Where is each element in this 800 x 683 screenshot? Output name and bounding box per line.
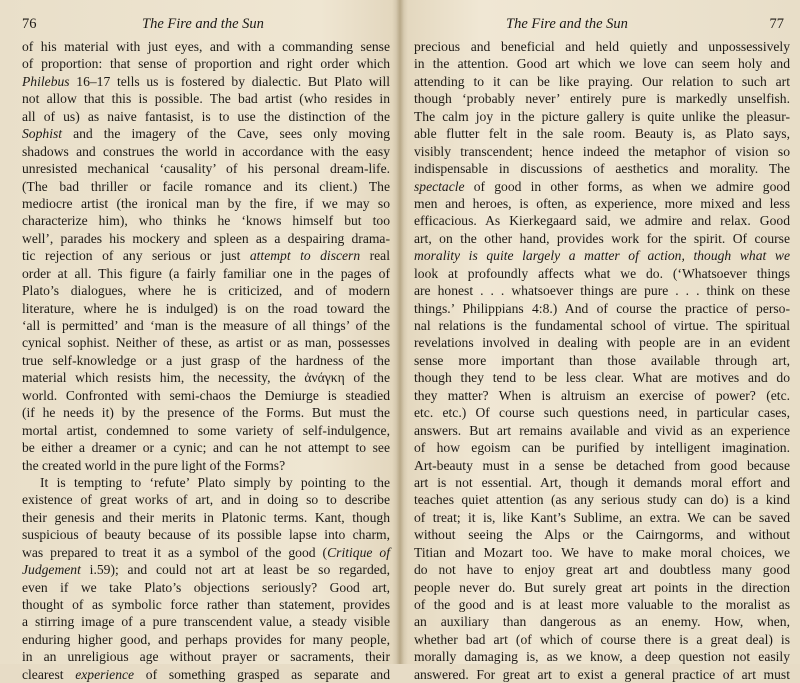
left-page	[0, 0, 400, 682]
text-line: be either a dreamer or a cynic; and can he not attempt to see	[22, 440, 390, 456]
text-line: Titian and Mozart too. We have to make moral choices, we	[414, 544, 790, 560]
text-line: Plato’s dialogues, where he is criticized, and of modern	[22, 283, 390, 299]
text-line: Art-beauty must in a sense be detached from good because	[414, 457, 790, 473]
text-line: suspicious of beauty because of its possible lapse into charm,	[22, 527, 390, 543]
text-line: of the good and is at least more valuable to the moralist as	[414, 597, 790, 612]
right-page	[400, 0, 800, 682]
text-line: people never do. But surely great art points in the direction	[414, 579, 790, 595]
text-line: (if he needs it) by the presence of the Forms. But must the	[22, 405, 390, 421]
text-line: was prepared to treat it as a symbol of the good (Critique of	[22, 544, 390, 560]
text-line: in an unreligious age without prayer or sacraments, their	[22, 649, 390, 665]
left-running-head	[22, 16, 390, 38]
text-line: material which resists him, the necessity, the ἀνάγκη of the	[22, 370, 390, 386]
text-line: of treat; it is, like Kant’s Sublime, an extra. We can be saved	[414, 509, 790, 525]
text-line: answered. For great art to exist a general practice of art must	[414, 666, 790, 682]
left-running-title: The Fire and the Sun	[142, 16, 264, 32]
text-line: though they tend to be less clear. What are motives and do	[414, 370, 790, 386]
text-line: all of us) as naive fantasist, is to use the distinction of the	[22, 108, 390, 124]
text-line: well’, parades his mockery and spleen as a despairing drama-	[22, 230, 390, 246]
text-line: tic rejection of any serious or just attempt to discern real	[22, 248, 390, 264]
text-line: precious and beneficial and held quietly and unpossessively	[414, 39, 790, 54]
text-line: etc. etc.) Of course such questions need, in particular cases,	[414, 405, 790, 421]
text-line: whether bad art (of which of course there is a great deal) is	[414, 631, 790, 647]
text-line: cynical sophist. Neither of these, as artist or as man, possesses	[22, 335, 390, 351]
text-line: Sophist and the imagery of the Cave, sees only moving	[22, 126, 390, 142]
text-line: The calm joy in the picture gallery is quite unlike the pleasur-	[414, 108, 790, 124]
right-page-text	[414, 38, 790, 683]
text-line: existence of great works of art, and in doing so to describe	[22, 492, 390, 508]
text-line: of his material with just eyes, and with a commanding sense	[22, 39, 390, 54]
text-line: are honest . . . whatsoever things are pure . . . think on these	[414, 283, 790, 299]
text-line: unresisted mechanical ‘causality’ of his personal dream-life.	[22, 161, 390, 177]
text-line: mediocre artist (the ironical man by the fire, if we may so	[22, 195, 390, 211]
text-line: spectacle of good in other forms, as when we admire good	[414, 178, 790, 194]
right-page-number: 77	[769, 16, 784, 32]
text-line: clearest experience of something grasped as separate and	[22, 666, 391, 682]
text-line: thought of as symbolic force rather than statement, provides	[22, 597, 390, 612]
text-line: of proportion: that sense of proportion and right order which	[22, 56, 390, 72]
text-line: an auxiliary than dangerous as an enemy. How, when,	[414, 614, 790, 630]
left-page-text	[22, 38, 390, 683]
text-line: attending to it can be like praying. Our relation to such art	[414, 73, 790, 89]
text-line: the created world in the pure light of the Forms?	[22, 457, 286, 473]
text-line: look at profoundly affects what we do. (‘Whatsoever things	[414, 265, 790, 281]
text-line: teaches quiet attention (as any serious study can do) is a kind	[414, 492, 790, 508]
left-page-number: 76	[22, 16, 37, 32]
text-line: do not have to enjoy great art and doubtless many good	[414, 562, 790, 578]
text-line: answers. But art remains available and vivid as an experience	[414, 422, 790, 438]
text-line: able flutter felt in the sale room. Beauty is, as Plato says,	[414, 126, 790, 142]
text-line: without seeing the Alps or the Cairngorms, and without	[414, 527, 790, 543]
text-line: things.’ Philippians 4:8.) And of course the practice of perso-	[414, 300, 790, 316]
text-line: sense more important than those available through art,	[414, 352, 790, 368]
text-line: nal relations is the fundamental school of virtue. The spiritual	[414, 318, 790, 333]
text-line: (The bad thriller or facile romance and its client.) The	[22, 178, 390, 194]
right-running-title: The Fire and the Sun	[506, 16, 628, 32]
text-line: characterize him), who thinks he ‘knows himself but too	[22, 213, 390, 229]
text-line: order at all. This figure (a fairly familiar one in the pages of	[22, 265, 390, 281]
text-line: visibly transcendent; hence indeed the metaphor of vision so	[414, 143, 790, 159]
text-line: Philebus 16–17 tells us is fostered by dialectic. But Plato will	[22, 73, 390, 89]
text-line: not allow that this is possible. The bad artist (who resides in	[22, 91, 390, 107]
text-line: of how egoism can be purified by intelligent imagination.	[414, 440, 790, 456]
text-line: ‘all is permitted’ and ‘man is the measure of all things’ of the	[22, 318, 390, 333]
right-running-head	[414, 16, 790, 38]
text-line: though ‘probably never’ entirely pure is markedly unselfish.	[414, 91, 790, 107]
text-line: revelations involved in dealing with people are in an evident	[414, 335, 790, 351]
text-line: indispensable in discussions of aesthetics and morality. The	[414, 161, 790, 177]
text-line: morality is quite largely a matter of action, though what we	[414, 248, 790, 264]
text-line: enduring higher good, and perhaps provides for many people,	[22, 631, 390, 647]
text-line: It is tempting to ‘refute’ Plato simply by pointing to the	[40, 474, 390, 490]
text-line: mortal artist, condemned to some variety of self-indulgence,	[22, 422, 390, 438]
text-line: in the attention. Good art which we love can seem holy and	[414, 56, 790, 72]
text-line: art is not essential. Art, though it demands moral effort and	[414, 474, 790, 490]
text-line: art, on the other hand, provides work for the spirit. Of course	[414, 230, 790, 246]
text-line: literature, where he is indulged) is on the road toward the	[22, 300, 390, 316]
text-line: shadows and construes the world in accordance with the easy	[22, 143, 390, 159]
text-line: efficacious. As Kierkegaard said, we admire and relax. Good	[414, 213, 790, 229]
text-line: Judgement i.59); and could not art at least be so regarded,	[22, 562, 390, 578]
text-line: men and heroes, is often, as experience, more mixed and less	[414, 195, 790, 211]
text-line: their genesis and their merits in Platonic terms. Kant, though	[22, 509, 390, 525]
text-line: world. Confronted with semi-chaos the Demiurge is steadied	[22, 387, 390, 403]
text-line: true self-knowledge or a just grasp of the hardness of the	[22, 352, 390, 368]
text-line: a stirring image of a pure transcendent value, a steady visible	[22, 614, 390, 630]
text-line: even if we take Plato’s objections seriously? Good art,	[22, 579, 390, 595]
text-line: morally damaging is, as we know, a deep question not easily	[414, 649, 790, 665]
text-line: they matter? When is altruism an exercise of power? (etc.	[414, 387, 790, 403]
